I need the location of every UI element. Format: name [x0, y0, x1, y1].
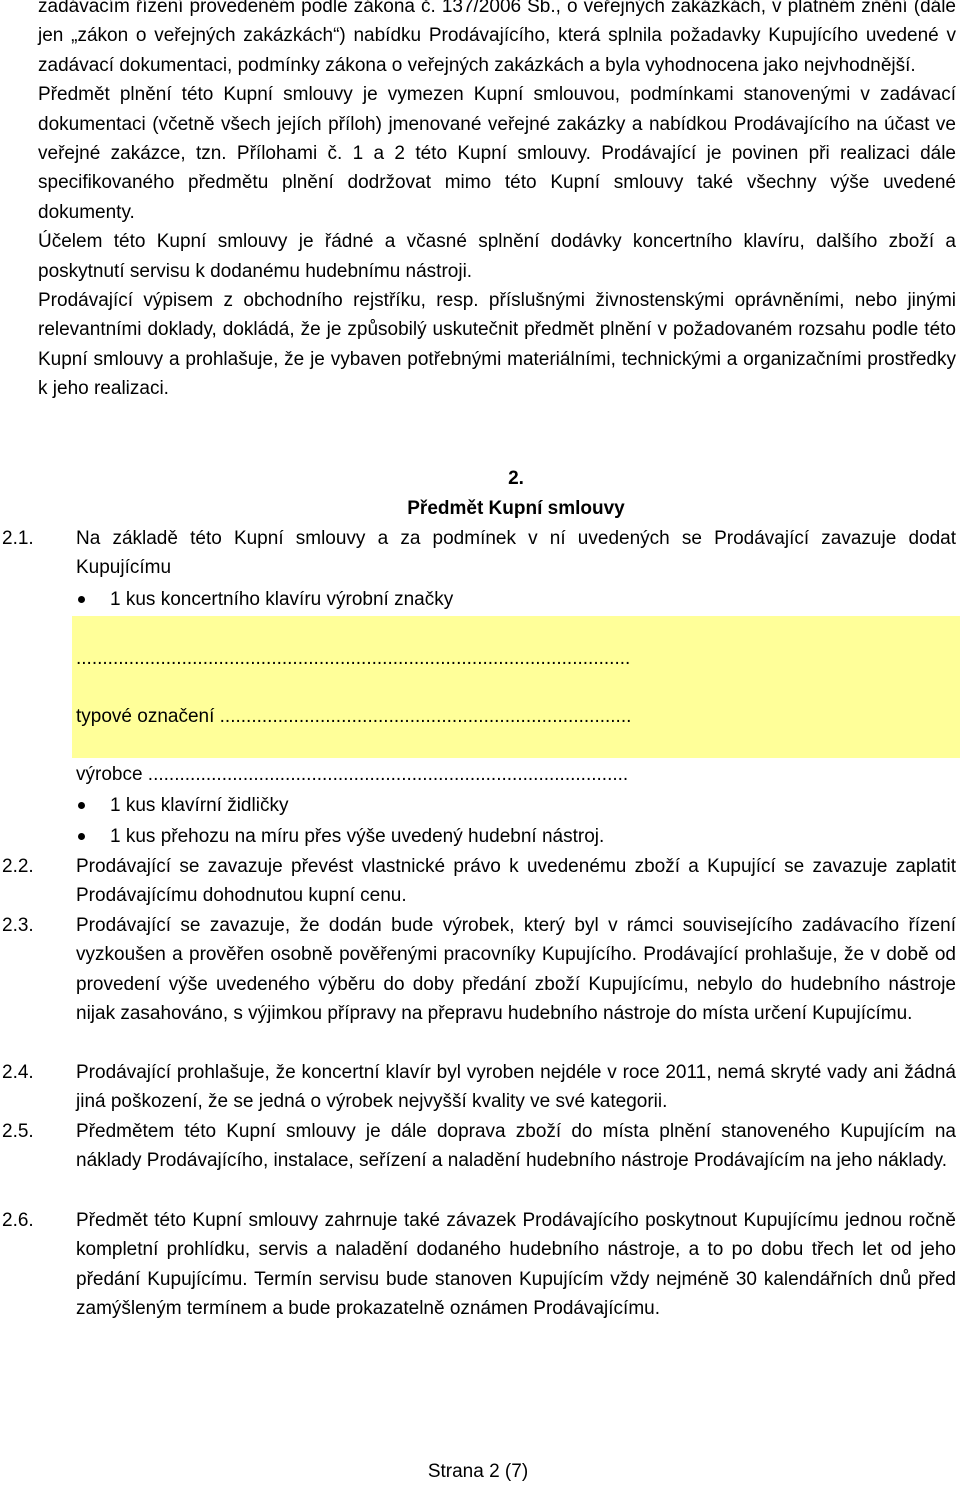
clause-number: 2.3.	[2, 915, 34, 936]
bullet-icon	[78, 802, 85, 809]
clause-number: 2.4.	[2, 1062, 34, 1083]
type-fill-line: typové označení ..............................................................................	[76, 706, 632, 727]
clause-text: Na základě této Kupní smlouvy a za podmínek v ní uvedených se Prodávající zavazuje dodat Kupujícímu	[76, 528, 956, 579]
page-number: Strana 2 (7)	[427, 1461, 529, 1482]
intro-paragraph: Předmět plnění této Kupní smlouvy je vymezen Kupní smlouvou, podmínkami stanovenými v zadávací dokumentaci (včetně všech jejích příloh) jmenované veřejné zakázky a nabídkou Prodávajícího na účast ve veřejné zakázce, tzn. Přílohami č. 1 a 2 této Kupní smlouvy. Prodávající je povinen při realizaci dále specifikovaného předmětu plnění dodržovat mimo této Kupní smlouvy také všechny výše uvedené dokumenty.	[38, 84, 956, 223]
clause-number: 2.2.	[2, 856, 34, 877]
maker-fill-line: výrobce ...........................................................................................	[76, 764, 629, 785]
brand-fill-line: .........................................................................................................	[76, 648, 631, 669]
clause-text: Prodávající se zavazuje, že dodán bude výrobek, který byl v rámci souvisejícího zadávacího řízení vyzkoušen a prověřen osobně pověřenými pracovníky Kupujícího. Prodávající prohlašuje, že v době od provedení výše uvedeného výběru do doby předání zboží Kupujícímu, nebylo do hudebního nástroje nijak zasahováno, s výjimkou přípravy na přepravu hudebního nástroje do místa určení Kupujícímu.	[76, 915, 956, 1025]
list-item-text: 1 kus klavírní židličky	[110, 795, 289, 816]
bullet-icon	[78, 833, 85, 840]
clause-number: 2.6.	[2, 1210, 34, 1231]
list-item-text: 1 kus přehozu na míru přes výše uvedený hudební nástroj.	[110, 826, 605, 847]
intro-text	[38, 0, 956, 404]
intro-paragraph: zadávacím řízení provedeném podle zákona č. 137/2006 Sb., o veřejných zakázkách, v platném znění (dále jen „zákon o veřejných zakázkách“) nabídku Prodávajícího, která splnila požadavky Kupujícího uvedené v zadávací dokumentaci, podmínky zákona o veřejných zakázkách a byla vyhodnocena jako nejvhodnější.	[38, 0, 956, 76]
list-item-text: 1 kus koncertního klavíru výrobní značky	[110, 589, 454, 610]
bullet-icon	[78, 596, 85, 603]
section-title: Předmět Kupní smlouvy	[407, 498, 625, 519]
section-number: 2.	[508, 468, 524, 489]
clause-number: 2.1.	[2, 528, 34, 549]
clause-number: 2.5.	[2, 1121, 34, 1142]
clause-text: Prodávající prohlašuje, že koncertní klavír byl vyroben nejdéle v roce 2011, nemá skryté vady ani žádná jiná poškození, že se jedná o výrobek nejvyšší kvality ve své kategorii.	[76, 1062, 956, 1113]
clause-text: Předmětem této Kupní smlouvy je dále doprava zboží do místa plnění stanoveného Kupujícím na náklady Prodávajícího, instalace, seřízení a naladění hudebního nástroje Prodávajícím na jeho náklady.	[76, 1121, 956, 1172]
clause-text: Předmět této Kupní smlouvy zahrnuje také závazek Prodávajícího poskytnout Kupujícímu jednou ročně kompletní prohlídku, servis a naladění dodaného hudebního nástroje, a to po dobu třech let od jeho předání Kupujícímu. Termín servisu bude stanoven Kupujícím vždy nejméně 30 kalendářních dnů před zamýšleným termínem a bude prokazatelně oznámen Prodávajícímu.	[76, 1210, 956, 1320]
intro-paragraph: Účelem této Kupní smlouvy je řádné a včasné splnění dodávky koncertního klavíru, dalšího zboží a poskytnutí servisu k dodanému hudebnímu nástroji.	[38, 231, 956, 282]
clause-text: Prodávající se zavazuje převést vlastnické právo k uvedenému zboží a Kupující se zavazuje zaplatit Prodávajícímu dohodnutou kupní cenu.	[76, 856, 956, 907]
intro-paragraph: Prodávající výpisem z obchodního rejstříku, resp. příslušnými živnostenskými oprávněními, nebo jinými relevantními doklady, dokládá, že je způsobilý uskutečnit předmět plnění v požadovaném rozsahu podle této Kupní smlouvy a prohlašuje, že je vybaven potřebnými materiálními, technickými a organizačními prostředky k jeho realizaci.	[38, 290, 956, 400]
fill-in-highlight	[72, 616, 960, 758]
